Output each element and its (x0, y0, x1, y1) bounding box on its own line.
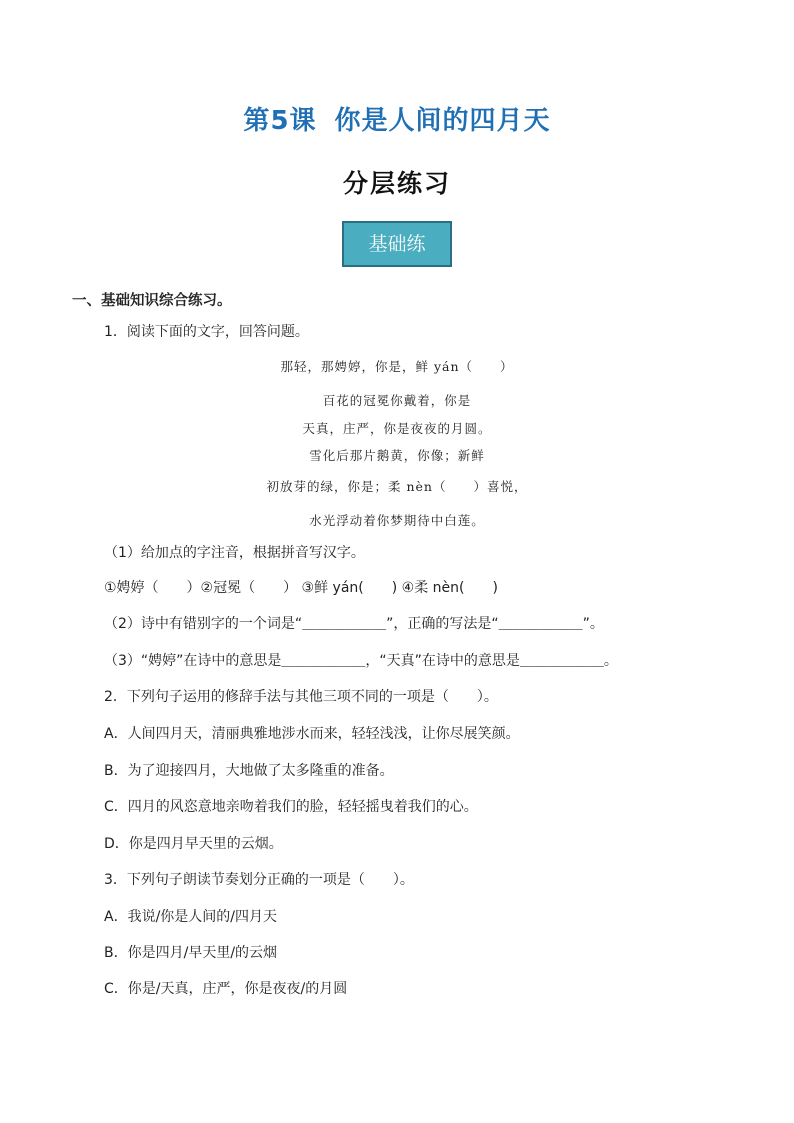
poem-line: 雪化后那片鹅黄，你像；新鲜 (309, 448, 485, 463)
question-3-option-b: B．你是四月/早天里/的云烟 (104, 945, 278, 961)
question-2-prompt: 2．下列句子运用的修辞手法与其他三项不同的一项是（ ）。 (104, 689, 498, 705)
question-1-sub-1: （1）给加点的字注音，根据拼音写汉字。 (104, 545, 365, 561)
question-1-sub-2: （2）诗中有错别字的一个词是“＿＿＿＿＿＿”，正确的写法是“＿＿＿＿＿＿”。 (104, 616, 604, 632)
title-lesson-suffix: 课 (289, 106, 317, 136)
poem-line: 天真，庄严，你是夜夜的月圆。 (302, 421, 492, 436)
question-1-sub-1-items: ①娉婷（ ）②冠冕（ ） ③鲜 yán( ) ④柔 nèn( ) (104, 580, 498, 596)
poem-line: 初放芽的绿，你是；柔 nèn（ ）喜悦， (266, 479, 528, 494)
question-1-sub-3: （3）“娉婷”在诗中的意思是＿＿＿＿＿＿，“天真”在诗中的意思是＿＿＿＿＿＿。 (104, 653, 618, 669)
question-2-option-b: B．为了迎接四月，大地做了太多隆重的准备。 (104, 763, 394, 779)
question-2-option-a: A．人间四月天，清丽典雅地涉水而来，轻轻浅浅，让你尽展笑颜。 (104, 726, 520, 742)
title-lesson: 第 (243, 106, 271, 136)
section-heading: 一、基础知识综合练习。 (72, 293, 232, 309)
poem-line: 那轻，那娉婷，你是，鲜 yán（ ） (280, 359, 514, 374)
question-3-prompt: 3．下列句子朗读节奏划分正确的一项是（ ）。 (104, 872, 414, 888)
title-number: 5 (270, 106, 290, 136)
question-2-option-d: D．你是四月早天里的云烟。 (104, 836, 283, 852)
title-name: 你是人间的四月天 (334, 106, 551, 136)
question-3-option-c: C．你是/天真，庄严，你是夜夜/的月圆 (104, 981, 348, 997)
question-3-option-a: A．我说/你是人间的/四月天 (104, 909, 278, 925)
poem-line: 水光浮动着你梦期待中白莲。 (309, 513, 485, 528)
poem-line: 百花的冠冕你戴着，你是 (322, 393, 472, 408)
level-badge: 基础练 (342, 221, 452, 267)
question-2-option-c: C．四月的风恣意地亲吻着我们的脸，轻轻摇曳着我们的心。 (104, 799, 478, 815)
page-title (0, 100, 794, 137)
question-1-prompt: 1．阅读下面的文字，回答问题。 (104, 324, 309, 340)
page-subtitle: 分层练习 (342, 169, 451, 198)
